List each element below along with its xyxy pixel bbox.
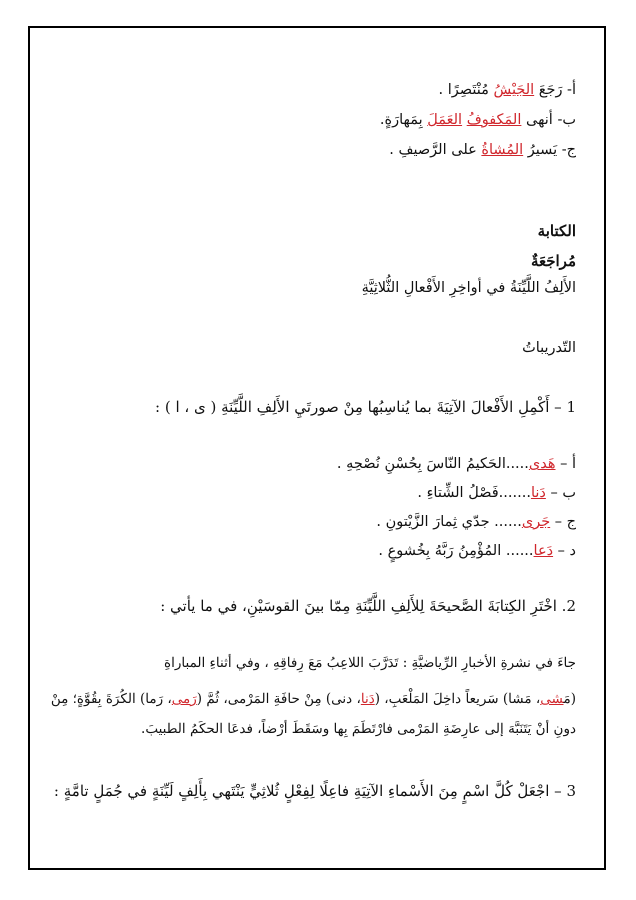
sentence-b: ب- أنهى المَكفوفُ العَمَلَ بِمَهارَةٍ. [379, 112, 576, 128]
sentence-a: أ- رَجَعَ الجَيْشُ مُنْتَصِرًا . [438, 82, 576, 98]
question-2: 2. اخْتَرِ الكِتابَةَ الصَّحيحَةَ لِلأَلِفِ اللَّيِّنَةِ مِمّا بينَ القوسَيْنِ، في ما يأتي : [160, 597, 576, 615]
topic-title: الأَلِفُ اللَّيِّنَةُ في أواخِرِ الأَفْعالِ الثُّلاثِيَّةِ [361, 280, 576, 296]
question-1: 1 – أَكْمِلِ الأَفْعالَ الآتِيَةَ بما يُناسِبُها مِنْ صورتَيِ الأَلِفِ اللَّيِّنَةِ ( ى ، ا ) : [155, 398, 576, 416]
question-3: 3 – اجْعَلْ كُلَّ اسْمٍ مِنَ الأَسْماءِ الآتِيَةِ فاعِلًا لِفِعْلٍ ثُلاثِيٍّ يَنْتَهي بِأَلِفٍ لَيِّنَةٍ في جُمَلٍ تامَّةٍ : [53, 782, 576, 800]
q2-intro: جاءَ في نشرةِ الأخبارِ الرِّياضيَّةِ : تَدَرَّبَ اللاعِبُ مَعَ رِفاقِهِ ، وفي أثناءِ المباراةِ [164, 655, 576, 671]
q1-item-a: أ – هَدى.....الحَكيمُ النّاسَ بِحُسْنِ نُصْحِهِ . [336, 456, 576, 472]
q1-item-c: ج – جَرى...... جدّي ثِمارَ الزَّيْتونِ . [376, 514, 576, 530]
q1-item-b: ب – دَنا.......فَصْلُ الشِّتاءِ . [417, 485, 576, 501]
heading-writing: الكتابة [537, 222, 576, 240]
sentence-c: ج- يَسيرُ المُشاةُ على الرَّصيفِ . [389, 142, 576, 158]
heading-review: مُراجَعَةٌ [530, 252, 576, 270]
q2-paragraph: (مَشى، مَشا) سَريعاً داخِلَ المَلْعَبِ، (دَنا، دنى) مِنْ حافَةِ المَرْمى، ثُمَّ (رَمى، رَما) الكُرَةَ بِقُوَّةٍ؛ مِنْ دونِ أنْ يَتَنَبَّهَ إلى عارِضَةِ المَرْمى فارْتَطَمَ بِها وسَقَطَ أرْضاً، فدعَا الحكَمُ الطبيبَ. [50, 691, 576, 737]
exercises-title: التّدريباتُ [522, 340, 576, 356]
q1-item-d: د – دَعا...... المُؤْمِنُ رَبَّهُ بِخُشوعٍ . [378, 543, 576, 559]
